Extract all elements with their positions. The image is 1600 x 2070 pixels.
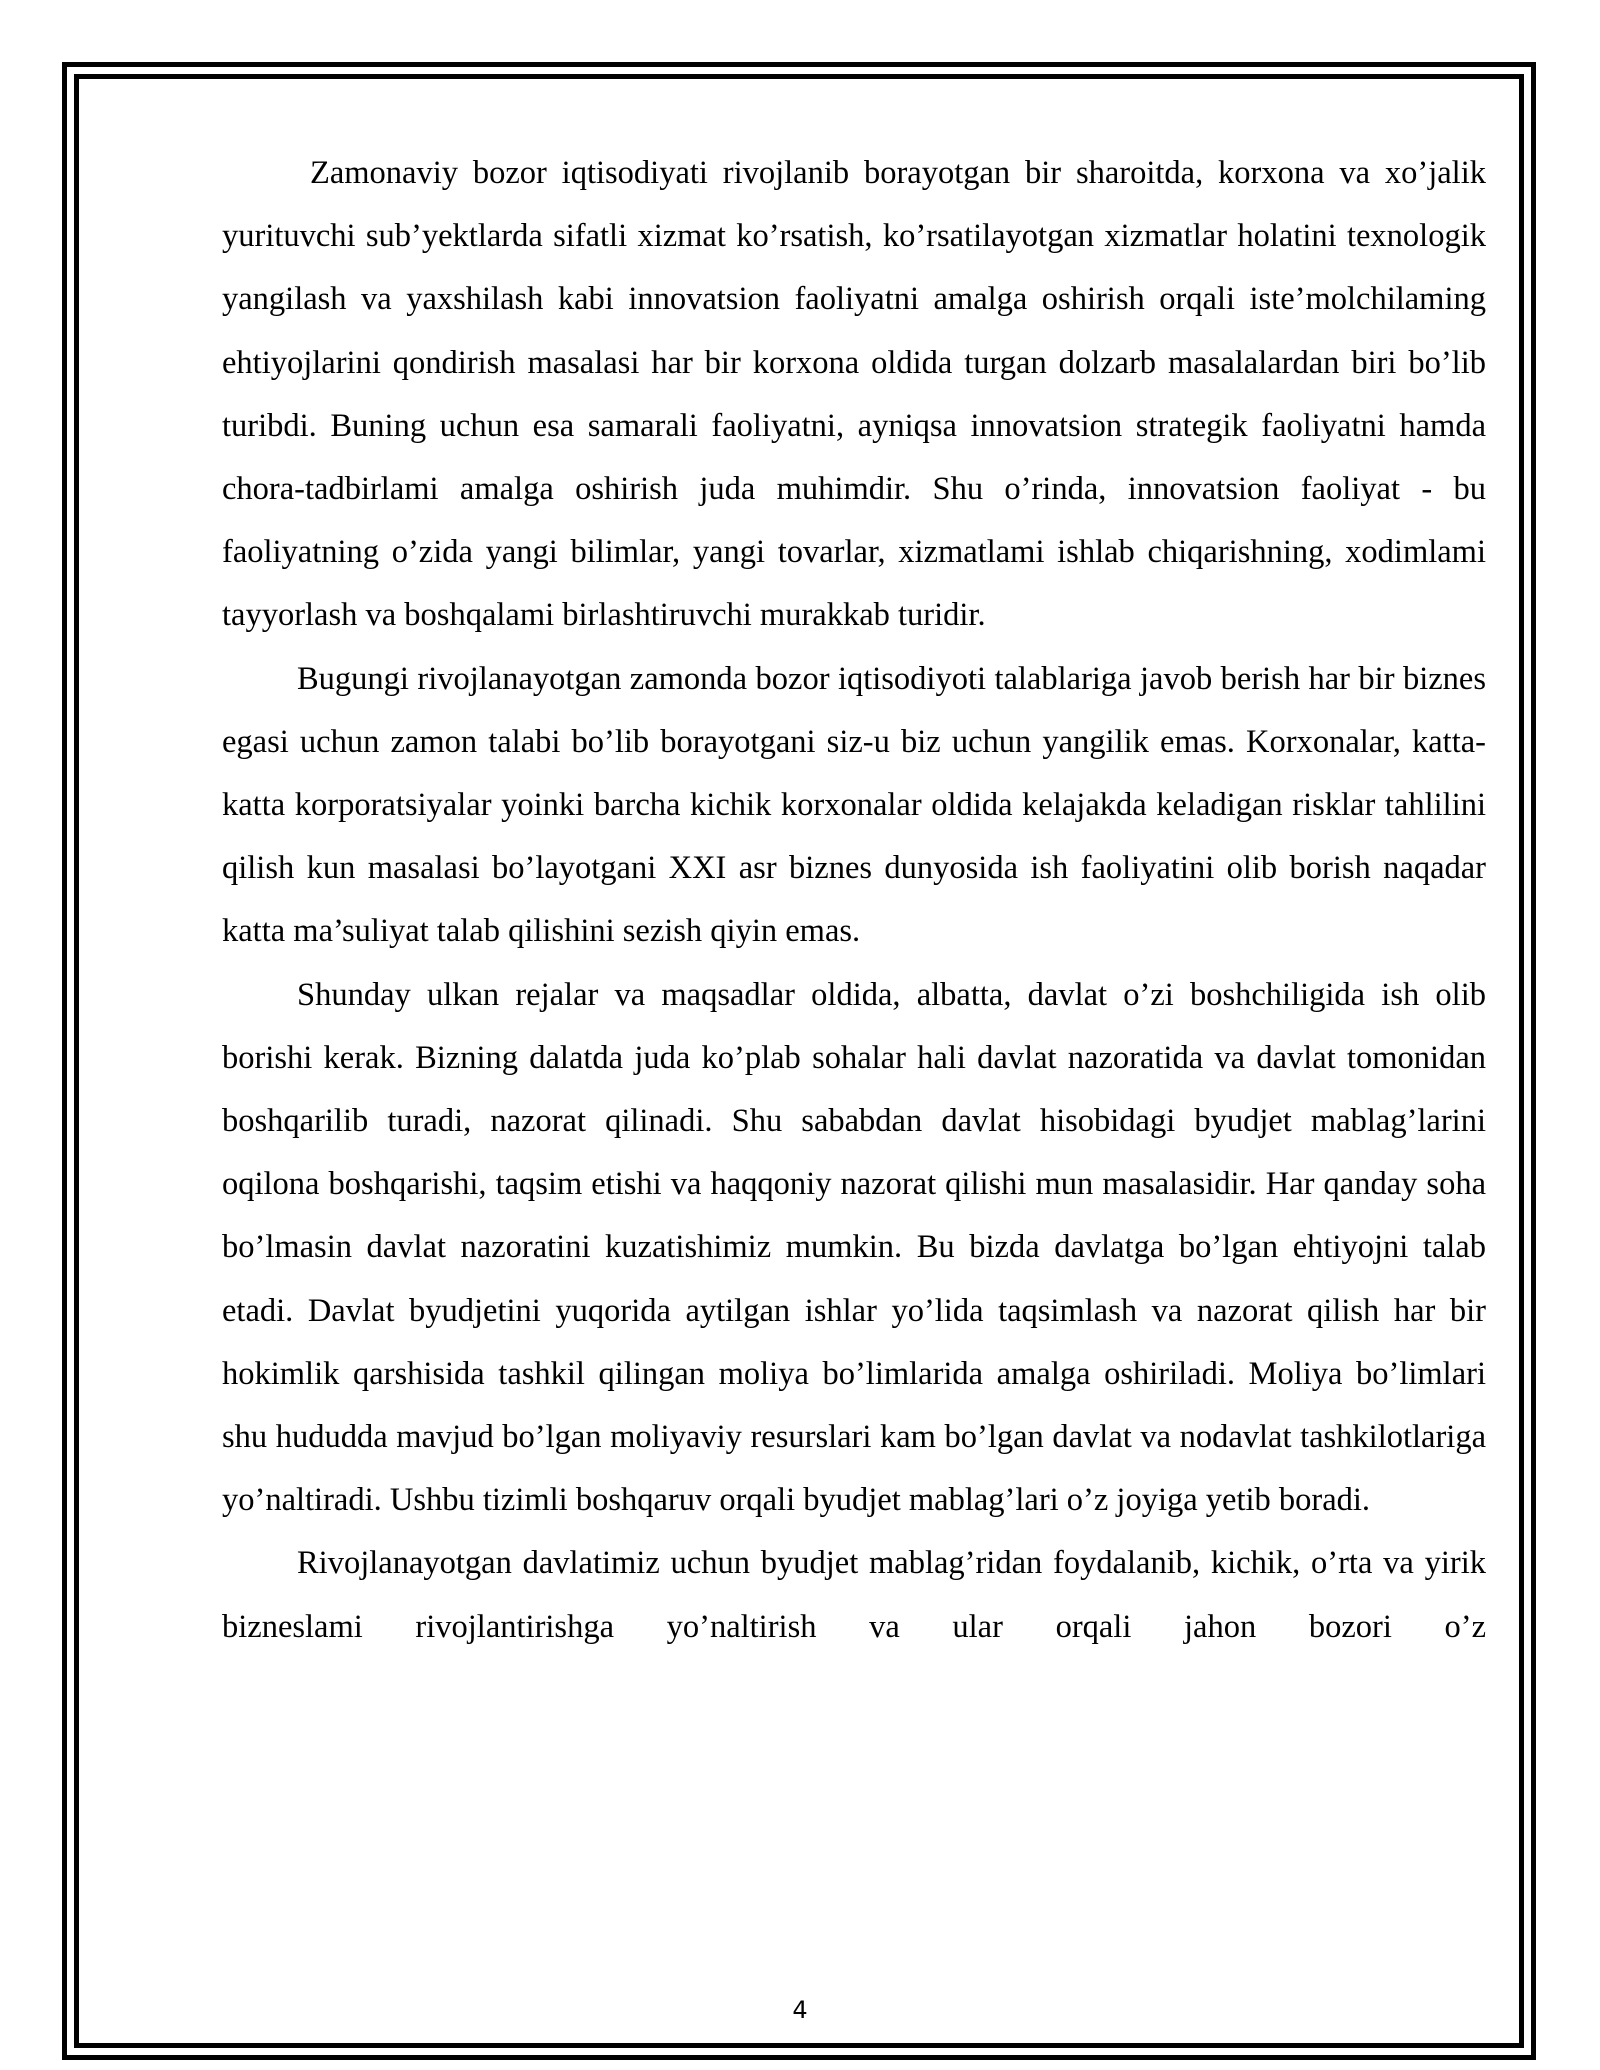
paragraph-4: Rivojlanayotgan davlatimiz uchun byudjet mablag’ridan foydalanib, kichik, o’rta va yirik bizneslami rivojlantirishga yo’naltirish va ular orqali jahon bozori o’z <box>222 1545 1486 1645</box>
paragraph-1: Zamonaviy bozor iqtisodiyati rivojlanib borayotgan bir sharoitda, korxona va xo’jalik yurituvchi sub’yektlarda sifatli xizmat ko’rsatish, ko’rsatilayotgan xizmatlar holatini texnologik yangilash va yaxshilash kabi innovatsion faoliyatni amalga oshirish orqali iste’molchilaming ehtiyojlarini qondirish masalasi har bir korxona oldida turgan dolzarb masalalardan biri bo’lib turibdi. Buning uchun esa samarali faoliyatni, ayniqsa innovatsion strategik faoliyatni hamda chora-tadbirlami amalga oshirish juda muhimdir. Shu o’rinda, innovatsion faoliyat - bu faoliyatning o’zida yangi bilimlar, yangi tovarlar, xizmatlami ishlab chiqarishning, xodimlami tayyorlash va boshqalami birlashtiruvchi murakkab turidir. <box>222 155 1486 634</box>
document-body <box>222 142 1486 1659</box>
paragraph-2: Bugungi rivojlanayotgan zamonda bozor iqtisodiyoti talablariga javob berish har bir biznes egasi uchun zamon talabi bo’lib borayotgani siz-u biz uchun yangilik emas. Korxonalar, katta-katta korporatsiyalar yoinki barcha kichik korxonalar oldida kelajakda keladigan risklar tahlilini qilish kun masalasi bo’layotgani XXI asr biznes dunyosida ish faoliyatini olib borish naqadar katta ma’suliyat talab qilishini sezish qiyin emas. <box>222 660 1486 950</box>
page-number: 4 <box>792 1996 808 2024</box>
paragraph-3: Shunday ulkan rejalar va maqsadlar oldida, albatta, davlat o’zi boshchiligida ish olib borishi kerak. Bizning dalatda juda ko’plab sohalar hali davlat nazoratida va davlat tomonidan boshqarilib turadi, nazorat qilinadi. Shu sababdan davlat hisobidagi byudjet mablag’larini oqilona boshqarishi, taqsim etishi va haqqoniy nazorat qilishi mun masalasidir. Har qanday soha bo’lmasin davlat nazoratini kuzatishimiz mumkin. Bu bizda davlatga bo’lgan ehtiyojni talab etadi. Davlat byudjetini yuqorida aytilgan ishlar yo’lida taqsimlash va nazorat qilish har bir hokimlik qarshisida tashkil qilingan moliya bo’limlarida amalga oshiriladi. Moliya bo’limlari shu hududda mavjud bo’lgan moliyaviy resurslari kam bo’lgan davlat va nodavlat tashkilotlariga yo’naltiradi. Ushbu tizimli boshqaruv orqali byudjet mablag’lari o’z joyiga yetib boradi. <box>222 976 1486 1519</box>
